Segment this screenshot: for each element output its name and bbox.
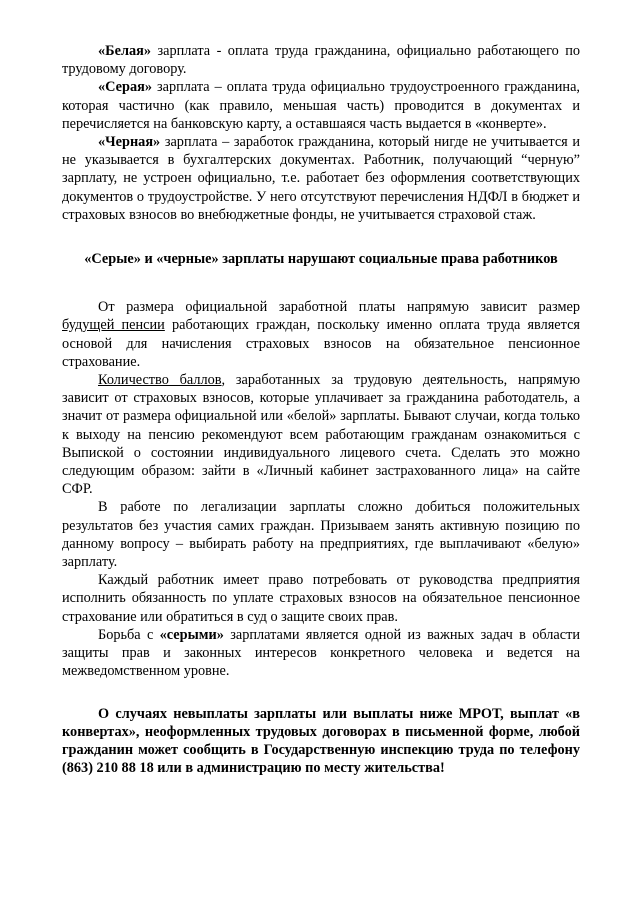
text-fragment: Борьба с: [98, 626, 160, 643]
term-grey: «Серая»: [98, 79, 152, 96]
paragraph-fight: [62, 626, 580, 681]
underlined-future-pension: будущей пенсии: [62, 317, 165, 334]
definition-black: зарплата – заработок гражданина, который нигде не учитывается и не указывается в бухгалтерских документах. Работник, получающий “черную” зарплату, не устроен официально, т.е. работает без оформления соответствующих документов о трудоустройстве. У него отсутствуют перечисления НДФЛ в бюджет и страховых взносов во внебюджетные фонды, не учитывается страховой стаж.: [62, 134, 580, 223]
definition-grey: зарплата – оплата труда официально трудоустроенного гражданина, которая частично (как правило, меньшая часть) проводится в документах и перечисляется на банковскую карту, а оставшаяся часть выдается в «конверте».: [62, 79, 580, 132]
paragraph-worker-rights: Каждый работник имеет право потребовать от руководства предприятия исполнить обязанность по уплате страховых взносов на обязательное пенсионное страхование или обратиться в суд о защите своих прав.: [62, 572, 580, 625]
section-heading: «Серые» и «черные» зарплаты нарушают социальные права работников: [84, 251, 558, 268]
text-fragment: работающих граждан, поскольку именно оплата труда является основой для начисления страховых взносов на обязательное пенсионное страхование.: [62, 317, 581, 370]
paragraph-points: [62, 371, 580, 498]
text-fragment: зарплатами является одной из важных задач в области защиты прав и законных интересов конкретного человека и ведется на межведомственном уровне.: [62, 626, 581, 680]
paragraph-pension: [62, 298, 580, 371]
text-fragment: , заработанных за трудовую деятельность, напрямую зависит от страховых взносов, которые уплачивает за гражданина работодатель, а значит от размера официальной или «белой» зарплаты. Бывают случаи, когда только к выходу на пенсию рекомендуют всем работающим гражданам ознакомиться с Выпиской о состоянии индивидуального лицевого счета. Сделать это можно следующим образом: зайти в «Личный кабинет застрахованного лица» на сайте СФР.: [62, 372, 580, 498]
final-notice: О случаях невыплаты зарплаты или выплаты ниже МРОТ, выплат «в конвертах», неоформленных трудовых договорах в письменной форме, любой гражданин может сообщить в Государственную инспекцию труда по телефону (863) 210 88 18 или в администрацию по месту жительства!: [62, 705, 580, 777]
term-black: «Черная»: [98, 134, 161, 151]
paragraph-legalization: В работе по легализации зарплаты сложно добиться положительных результатов без участия самих граждан. Призываем занять активную позицию по данному вопросу – выбирать работу на предприятиях, где выплачивают «белую» зарплату.: [62, 499, 580, 571]
underlined-points: Количество баллов: [98, 372, 222, 389]
definition-white: зарплата - оплата труда гражданина, официально работающего по трудовому договору.: [62, 43, 580, 78]
paragraph-white-salary: [62, 42, 580, 78]
paragraph-grey-salary: [62, 78, 580, 133]
text-fragment: От размера официальной заработной платы напрямую зависит размер: [98, 299, 580, 316]
document-page: [62, 42, 580, 777]
term-grey-inline: «серыми»: [159, 626, 224, 643]
paragraph-black-salary: [62, 133, 580, 224]
term-white: «Белая»: [98, 43, 151, 59]
